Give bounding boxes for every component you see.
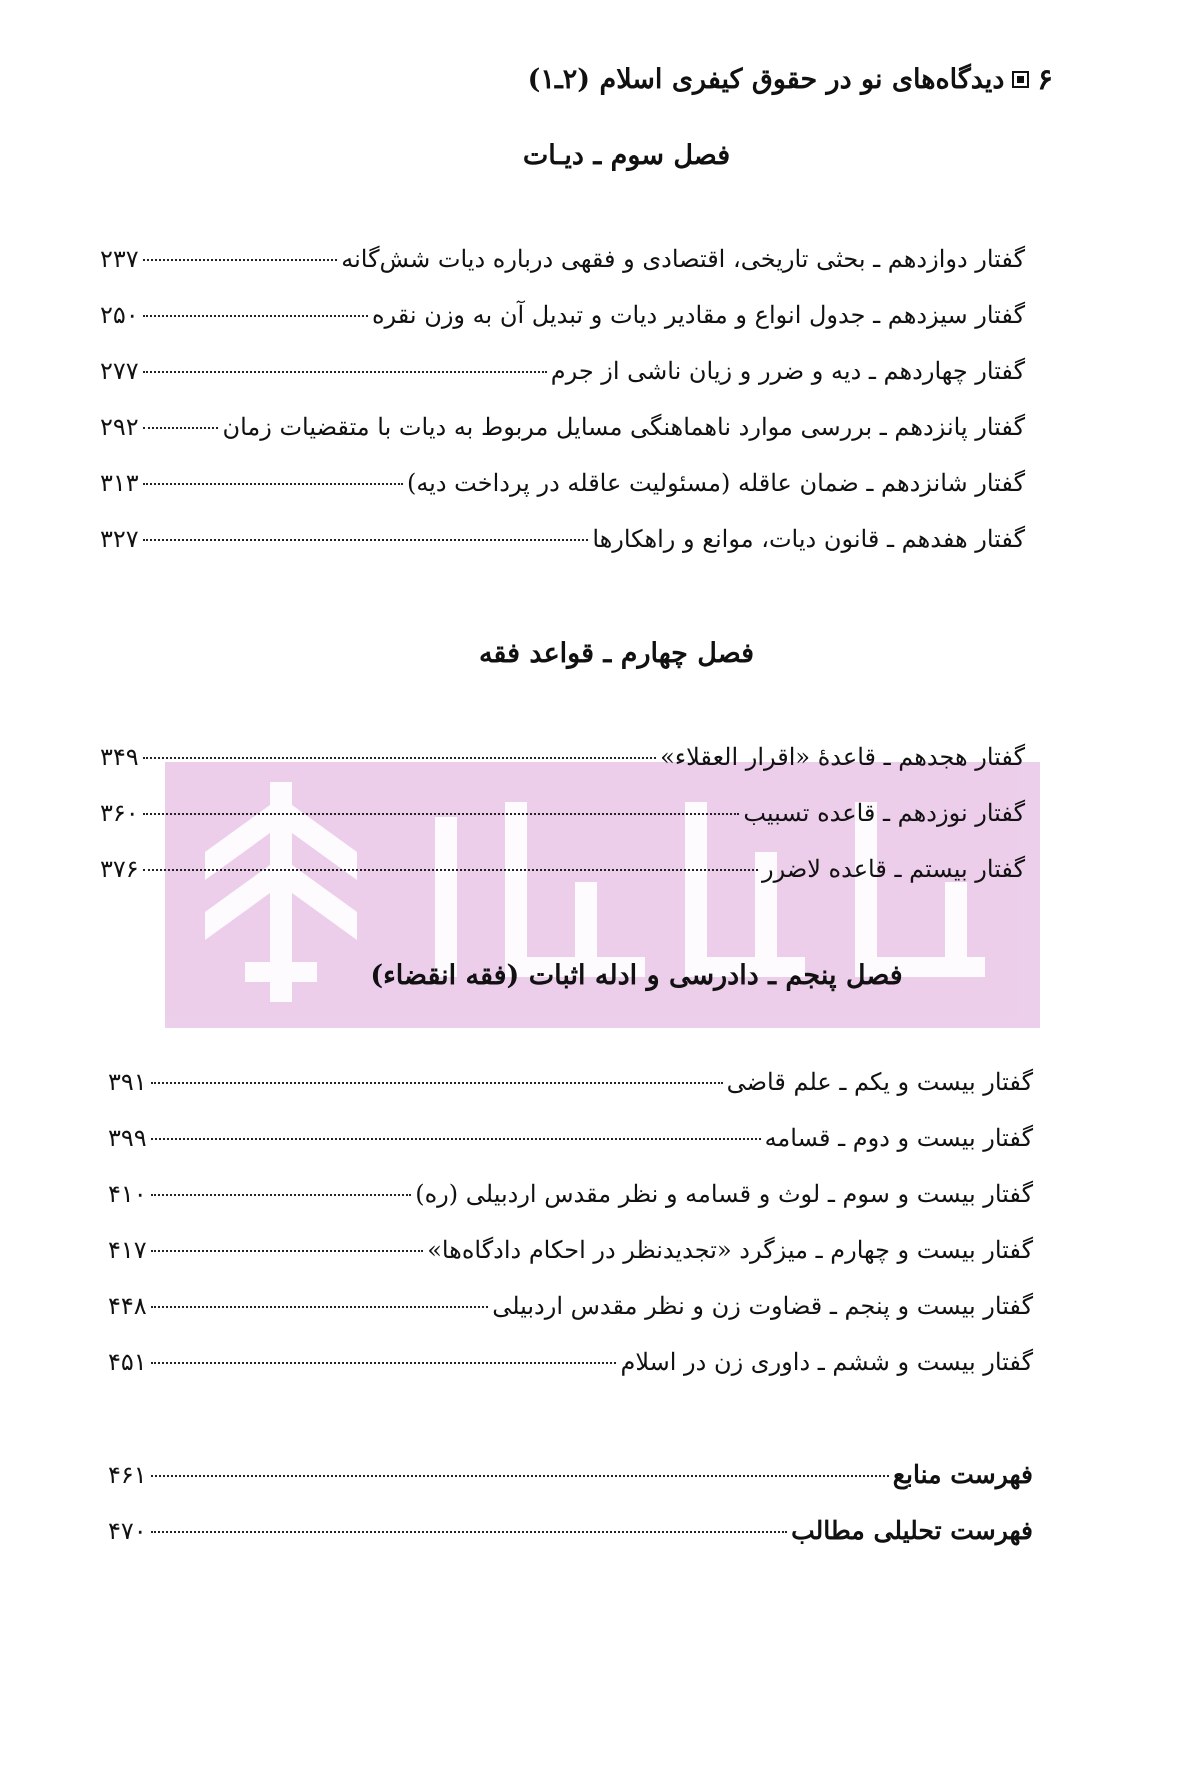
- dot-leader: [143, 315, 368, 317]
- toc-entry-title: گفتار دوازدهم ـ بحثی تاریخی، اقتصادی و فقهی درباره دیات شش‌گانه: [341, 245, 1025, 273]
- toc-entry[interactable]: [100, 357, 1025, 397]
- toc-entry-page: ۲۳۷: [100, 245, 139, 273]
- toc-entry-title: گفتار سیزدهم ـ جدول انواع و مقادیر دیات و تبدیل آن به وزن نقره: [371, 301, 1025, 329]
- dot-leader: [143, 869, 758, 871]
- book-title: دیدگاه‌های نو در حقوق کیفری اسلام (۲ـ۱): [527, 63, 1005, 95]
- toc-entry-title: گفتار چهاردهم ـ دیه و ضرر و زیان ناشی از جرم: [550, 357, 1025, 385]
- toc-entry[interactable]: [100, 525, 1025, 565]
- toc-entry-title: گفتار بیست و ششم ـ داوری زن در اسلام: [620, 1348, 1033, 1376]
- dot-leader: [151, 1250, 424, 1252]
- toc-entry[interactable]: [108, 1236, 1033, 1276]
- toc-entry-title: گفتار بیستم ـ قاعده لاضرر: [762, 855, 1025, 883]
- toc-entry-title: گفتار پانزدهم ـ بررسی موارد ناهماهنگی مسایل مربوط به دیات با متقضیات زمان: [222, 413, 1025, 441]
- toc-entry-page: ۴۱۷: [108, 1236, 147, 1264]
- dot-leader: [151, 1138, 761, 1140]
- toc-entry-title: فهرست منابع: [892, 1460, 1033, 1489]
- toc-entry-title: گفتار هفدهم ـ قانون دیات، موانع و راهکارها: [592, 525, 1025, 553]
- dot-leader: [143, 259, 338, 261]
- toc-entry-title: گفتار بیست و پنجم ـ قضاوت زن و نظر مقدس اردبیلی: [492, 1292, 1033, 1320]
- toc-entry[interactable]: [100, 743, 1025, 783]
- toc-entry-page: ۴۷۰: [108, 1517, 147, 1545]
- toc-entry[interactable]: [108, 1068, 1033, 1108]
- dot-leader: [143, 813, 740, 815]
- toc-entry-page: ۳۲۷: [100, 525, 139, 553]
- toc-entry[interactable]: [108, 1124, 1033, 1164]
- dot-leader: [151, 1306, 489, 1308]
- toc-entry-page: ۳۱۳: [100, 469, 139, 497]
- toc-entry[interactable]: [100, 413, 1025, 453]
- toc-entry-title: گفتار بیست و یکم ـ علم قاضی: [726, 1068, 1033, 1096]
- dot-leader: [151, 1531, 787, 1533]
- toc-entry-title: گفتار بیست و چهارم ـ میزگرد «تجدیدنظر در احکام دادگاه‌ها»: [427, 1236, 1033, 1264]
- toc-entry-page: ۴۴۸: [108, 1292, 147, 1320]
- toc-entry[interactable]: [100, 855, 1025, 895]
- dot-leader: [151, 1194, 412, 1196]
- running-header: [528, 62, 1053, 96]
- toc-entry-title: گفتار نوزدهم ـ قاعده تسبیب: [743, 799, 1025, 827]
- toc-entry-page: ۲۵۰: [100, 301, 139, 329]
- toc-entry-title: گفتار هجدهم ـ قاعدهٔ «اقرار العقلاء»: [660, 743, 1025, 771]
- toc-entry-page: ۳۶۰: [100, 799, 139, 827]
- toc-entry-page: ۴۱۰: [108, 1180, 147, 1208]
- toc-entry[interactable]: [100, 799, 1025, 839]
- toc-entry-title: فهرست تحلیلی مطالب: [791, 1516, 1033, 1545]
- toc-index-entry[interactable]: [108, 1516, 1033, 1556]
- toc-entry-page: ۴۵۱: [108, 1348, 147, 1376]
- toc-entry-page: ۳۴۹: [100, 743, 139, 771]
- square-bullet-icon: [1012, 71, 1029, 88]
- dot-leader: [151, 1082, 723, 1084]
- toc-entry-page: ۴۶۱: [108, 1461, 147, 1489]
- toc-entry-page: ۳۹۱: [108, 1068, 147, 1096]
- dot-leader: [143, 757, 656, 759]
- toc-entry[interactable]: [108, 1180, 1033, 1220]
- toc-entry-page: ۲۹۲: [100, 413, 139, 441]
- toc-entry-page: ۳۷۶: [100, 855, 139, 883]
- toc-entry-page: ۳۹۹: [108, 1124, 147, 1152]
- toc-entry[interactable]: [100, 301, 1025, 341]
- dot-leader: [143, 539, 589, 541]
- toc-entry-title: گفتار شانزدهم ـ ضمان عاقله (مسئولیت عاقله در پرداخت دیه): [406, 469, 1025, 497]
- dot-leader: [151, 1362, 617, 1364]
- toc-entry-title: گفتار بیست و دوم ـ قسامه: [764, 1124, 1033, 1152]
- toc-entry[interactable]: [100, 245, 1025, 285]
- section-title: فصل سوم ـ دیـات: [522, 140, 731, 171]
- toc-entry[interactable]: [100, 469, 1025, 509]
- dot-leader: [151, 1475, 889, 1477]
- toc-entry-title: گفتار بیست و سوم ـ لوث و قسامه و نظر مقدس اردبیلی (ره): [415, 1180, 1033, 1208]
- dot-leader: [143, 483, 403, 485]
- dot-leader: [143, 427, 219, 429]
- page-number: ۶: [1037, 62, 1053, 96]
- toc-index-entry[interactable]: [108, 1460, 1033, 1500]
- section-title: فصل چهارم ـ قواعد فقه: [478, 638, 755, 669]
- toc-entry[interactable]: [108, 1348, 1033, 1388]
- toc-entry-page: ۲۷۷: [100, 357, 139, 385]
- dot-leader: [143, 371, 547, 373]
- toc-entry[interactable]: [108, 1292, 1033, 1332]
- section-title: فصل پنجم ـ دادرسی و ادله اثبات (فقه انقضاء): [370, 960, 903, 991]
